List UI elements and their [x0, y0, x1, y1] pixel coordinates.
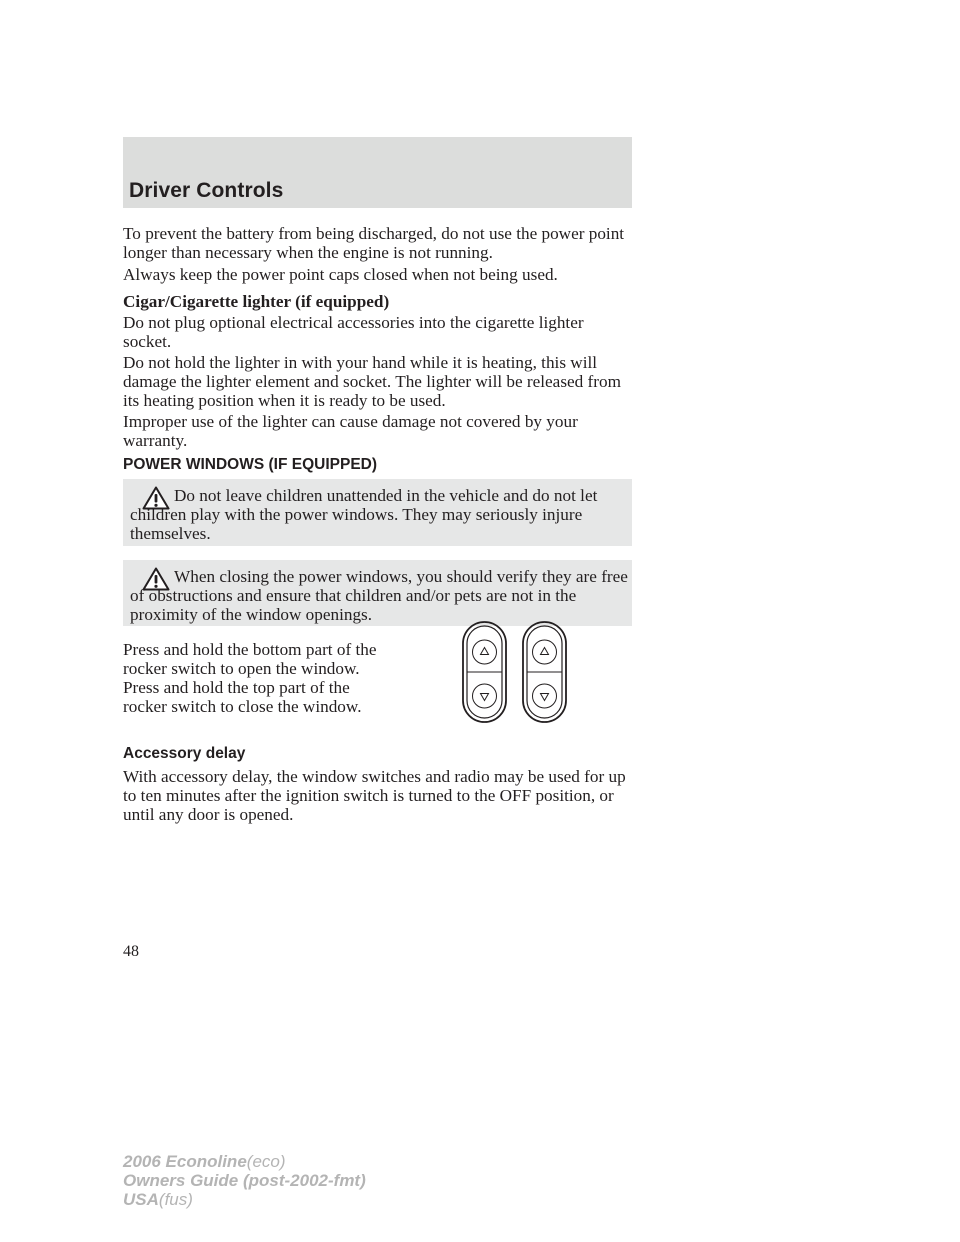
- battery-paragraph: To prevent the battery from being discharged, do not use the power point longer than necessary when the engine is not running.: [123, 224, 625, 262]
- footer-line-3: [123, 1190, 366, 1209]
- power-windows-heading: POWER WINDOWS (IF EQUIPPED): [123, 456, 378, 473]
- lighter-hold-paragraph: Do not hold the lighter in with your hand while it is heating, this will damage the lighter element and socket. The lighter will be released from its heating position when it is ready to be used.: [123, 353, 621, 410]
- window-switch-right: [523, 622, 566, 722]
- accessory-delay-heading: Accessory delay: [123, 745, 246, 762]
- rocker-switch-paragraph: Press and hold the bottom part of the rocker switch to open the window. Press and hold the top part of the rocker switch to close the window.: [123, 640, 377, 716]
- footer-guide: Owners Guide (post-2002-fmt): [123, 1171, 366, 1190]
- footer-model-code: (eco): [246, 1152, 286, 1171]
- footer-market: USA: [123, 1190, 159, 1209]
- lighter-heading: Cigar/Cigarette lighter (if equipped): [123, 292, 390, 311]
- window-switch-left: [463, 622, 506, 722]
- accessory-delay-paragraph: With accessory delay, the window switches and radio may be used for up to ten minutes after the ignition switch is turned to the OFF position, or until any door is opened.: [123, 767, 626, 824]
- warning-text-children: Do not leave children unattended in the vehicle and do not let children play with the power windows. They may seriously injure themselves.: [130, 486, 598, 543]
- section-header: [123, 137, 632, 208]
- window-rocker-switch-icon: [460, 620, 572, 726]
- warning-box-children: [123, 479, 632, 546]
- warning-box-obstructions: [123, 560, 632, 626]
- warning-text-obstructions: When closing the power windows, you should verify they are free of obstructions and ensure that children and/or pets are not in the proximity of the window openings.: [130, 567, 628, 624]
- lighter-accessory-paragraph: Do not plug optional electrical accessories into the cigarette lighter socket.: [123, 313, 584, 351]
- footer-line-2: [123, 1171, 366, 1190]
- footer-model: 2006 Econoline: [123, 1152, 247, 1171]
- page-number: 48: [123, 943, 139, 960]
- section-title: Driver Controls: [129, 179, 284, 202]
- footer-line-1: [123, 1152, 366, 1171]
- caps-paragraph: Always keep the power point caps closed when not being used.: [123, 265, 558, 284]
- document-footer: [123, 1152, 366, 1209]
- footer-market-code: (fus): [158, 1190, 193, 1209]
- lighter-warranty-paragraph: Improper use of the lighter can cause damage not covered by your warranty.: [123, 412, 578, 450]
